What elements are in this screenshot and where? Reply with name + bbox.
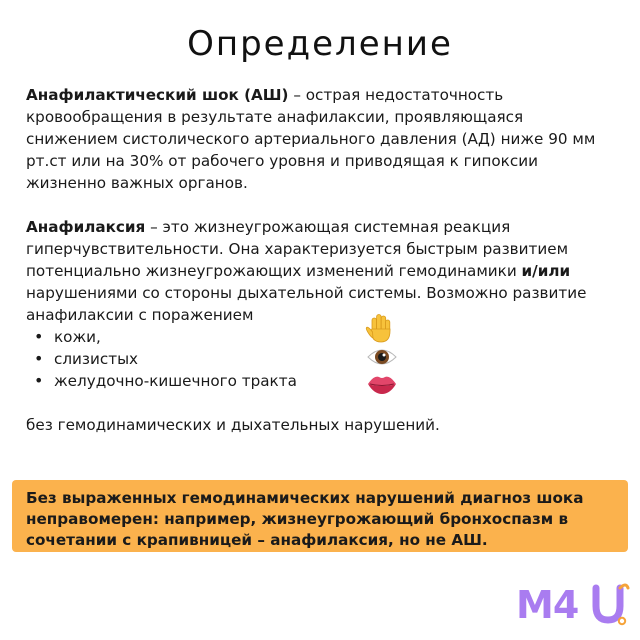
definition-anaphylactic-shock [26, 84, 618, 194]
page-title: Определение [187, 24, 453, 64]
lips-icon [366, 372, 398, 396]
definition-anaphylaxis-text-2: нарушениями со стороны дыхательной системы. Возможно развитие анафилаксии с поражением [26, 284, 587, 324]
list-item-mucosa: • слизистых [26, 348, 426, 370]
highlight-note: Без выраженных гемодинамических нарушений диагноз шока неправомерен: например, жизнеугрожающий бронхоспазм в сочетании с крапивницей – анафилаксия, но не АШ. [12, 480, 628, 552]
definition-shock-text: – острая недостаточность кровообращения в результате анафилаксии, проявляющаяся снижением систолического артериального давления (АД) ниже 90 мм рт.ст или на 30% от рабочего уровня и приводящая к гипоксии жизненно важных органов. [26, 86, 596, 192]
m4u-logo [514, 578, 634, 628]
definition-anaphylaxis [26, 216, 618, 326]
eye-icon [366, 344, 398, 370]
list-item-skin: • кожи, [26, 326, 426, 348]
raised-hand-icon [364, 312, 396, 344]
list-item-gi-tract: • желудочно-кишечного тракта [26, 370, 426, 392]
after-list-text: без гемодинамических и дыхательных нарушений. [26, 416, 440, 434]
svg-text:M4: M4 [516, 583, 579, 627]
and-or-emphasis: и/или [521, 262, 571, 280]
term-anaphylactic-shock: Анафилактический шок (АШ) [26, 86, 289, 104]
term-anaphylaxis: Анафилаксия [26, 218, 146, 236]
definition-anaphylaxis-text-1: – это жизнеугрожающая системная реакция гиперчувствительности. Она характеризуется быстрым развитием потенциально жизнеугрожающих изменений гемодинамики [26, 218, 569, 280]
